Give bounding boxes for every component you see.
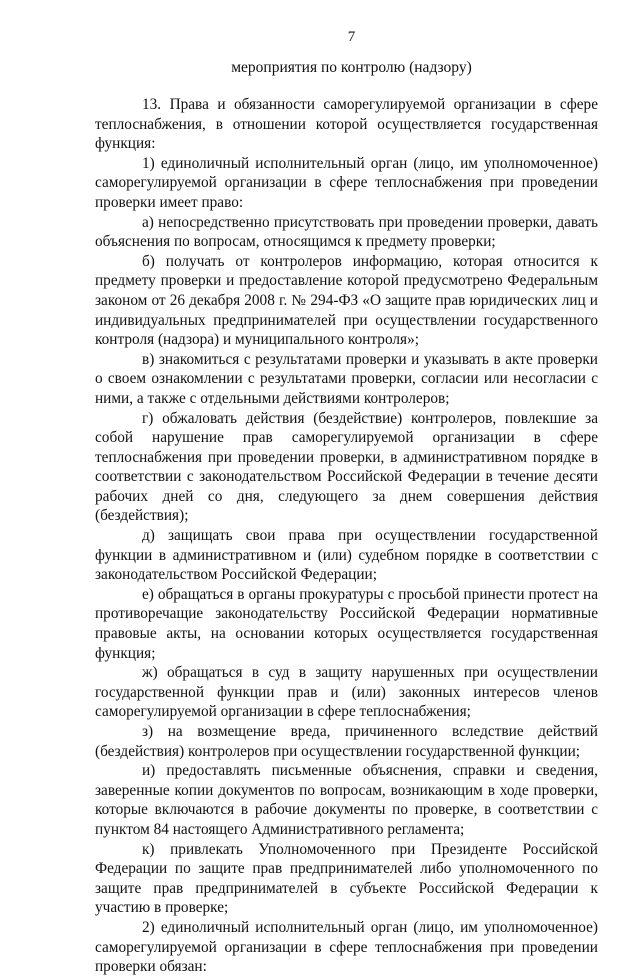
paragraph-zh: ж) обращаться в суд в защиту нарушенных при осуществлении государственной функции прав и (или) законных интересов членов саморегулируемой организации в сфере теплоснабжения; (95, 664, 598, 721)
paragraph-k: к) привлекать Уполномоченного при Президенте Российской Федерации по защите прав предпринимателей либо уполномоченного по защите прав предпринимателей в субъекте Российской Федерации к участию в проверке; (95, 840, 598, 917)
paragraph-z: з) на возмещение вреда, причиненного вследствие действий (бездействия) контролеров при осуществлении государственной функции; (95, 723, 598, 760)
paragraph-2-duties-heading: 2) единоличный исполнительный орган (лицо, им уполномоченное) саморегулируемой организации в сфере теплоснабжения при проведении проверки обязан: (95, 918, 598, 976)
continued-heading: мероприятия по контролю (надзору) (231, 59, 472, 76)
paragraph-a: а) непосредственно присутствовать при проведении проверки, давать объяснения по вопросам, относящимся к предмету проверки; (95, 213, 598, 251)
paragraph-13-intro: 13. Права и обязанности саморегулируемой организации в сфере теплоснабжения, в отношении которой осуществляется государственная функция: (95, 96, 598, 153)
paragraph-e: е) обращаться в органы прокуратуры с просьбой принести протест на противоречащие законодательству Российской Федерации нормативные правовые акты, на основании которых осуществляется государственная функция; (95, 585, 598, 662)
paragraph-i: и) предоставлять письменные объяснения, справки и сведения, заверенные копии документов по вопросам, возникающим в ходе проверки, которые включаются в рабочие документы по проверке, в соответствии с пунктом 84 настоящего Административного регламента; (95, 762, 598, 838)
paragraph-1-rights-heading: 1) единоличный исполнительный орган (лицо, им уполномоченное) саморегулируемой организации в сфере теплоснабжения при проведении проверки имеет право: (95, 154, 598, 211)
paragraph-g: г) обжаловать действия (бездействие) контролеров, повлекшие за собой нарушение прав саморегулируемой организации в сфере теплоснабжения при проведении проверки, в административном порядке в соответствии с законодательством Российской Федерации в течение десяти рабочих дней со дня, следующего за днем совершения действия (бездействия); (95, 409, 598, 525)
paragraph-v: в) знакомиться с результатами проверки и указывать в акте проверки о своем ознакомлении с результатами проверки, согласии или несогласии с ними, а также с отдельными действиями контролеров; (95, 350, 598, 407)
paragraph-d: д) защищать свои права при осуществлении государственной функции в административном и (или) судебном порядке в соответствии с законодательством Российской Федерации; (95, 527, 598, 584)
page-number: 7 (347, 29, 356, 45)
paragraph-b: б) получать от контролеров информацию, которая относится к предмету проверки и предоставление которой предусмотрено Федеральным законом от 26 декабря 2008 г. № 294-ФЗ «О защите прав юридических лиц и индивидуальных предпринимателей при осуществлении государственного контроля (надзора) и муниципального контроля»; (95, 252, 598, 349)
